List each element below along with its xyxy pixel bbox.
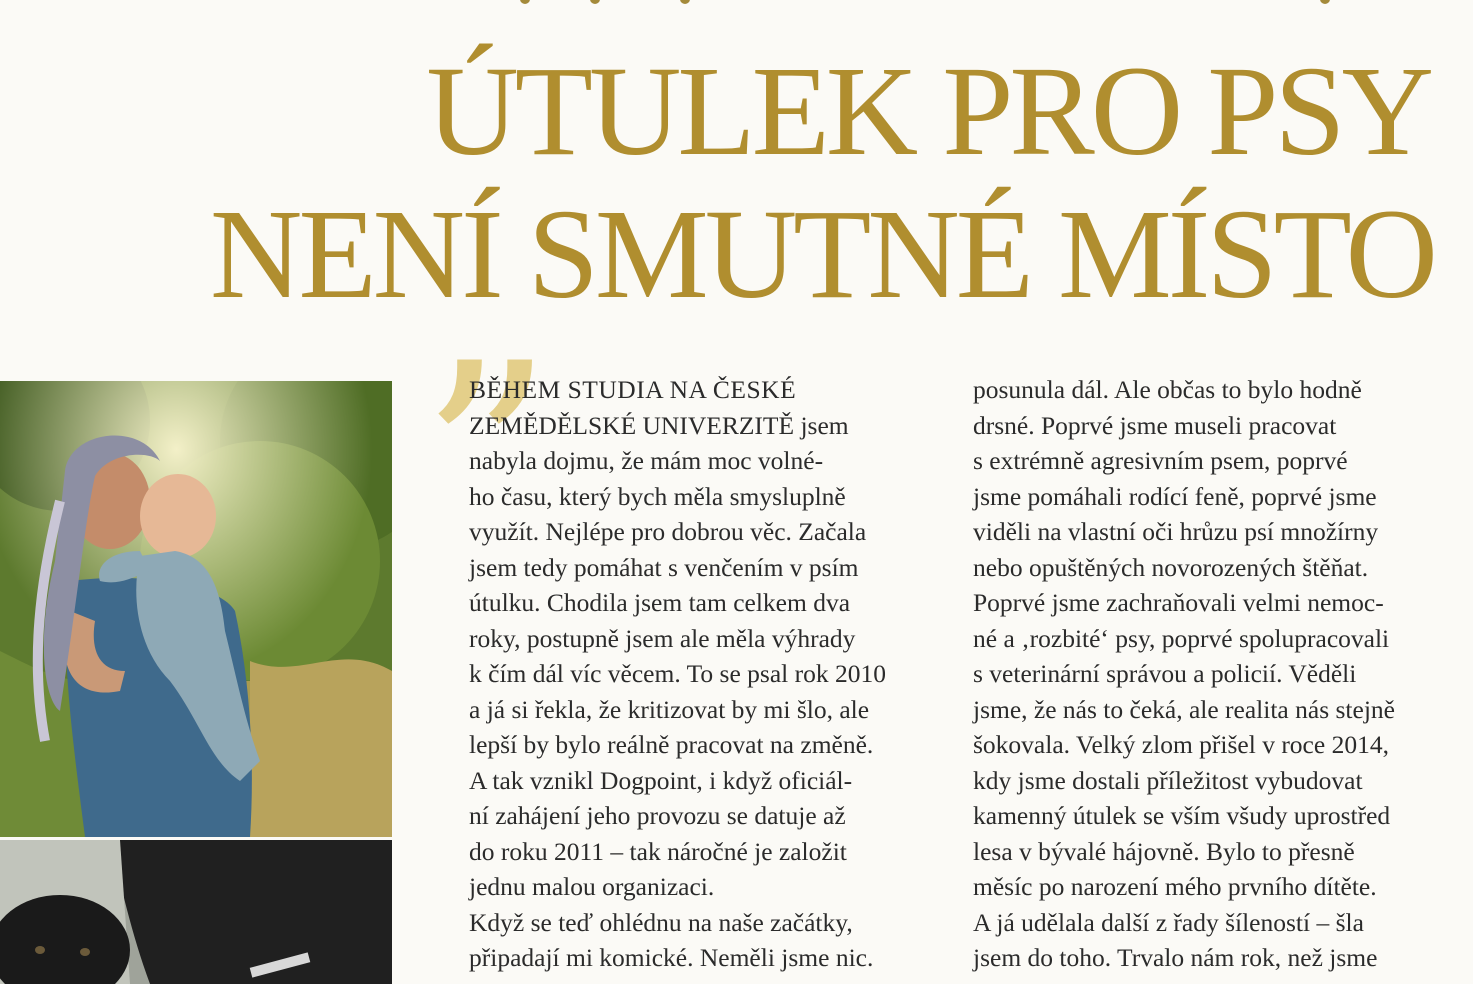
text-line: útulku. Chodila jsem tam celkem dva [469,588,851,617]
text-line: využít. Nejlépe pro dobrou věc. Začala [469,517,867,546]
text-line: jsem do toho. Trvalo nám rok, než jsme [973,943,1378,972]
text-line: A tak vznikl Dogpoint, i když oficiál- [469,765,853,795]
text-line: Když se teď ohlédnu na naše začátky, [469,907,853,937]
text-line: posunula dál. Ale občas to bylo hodně [973,375,1362,404]
text-line: jednu malou organizaci. [469,872,715,901]
photo-puppy [0,840,392,984]
text-line: ho času, který bych měla smysluplně [469,481,846,511]
text-line: Poprvé jsme zachraňovali velmi nemoc- [973,588,1384,617]
text-line: a já si řekla, že kritizovat by mi šlo, ale [469,694,870,724]
text-line: jsme pomáhali rodící feně, poprvé jsme [973,481,1377,511]
text-line: šokovala. Velký zlom přišel v roce 2014, [973,730,1389,759]
text-line: jsme, že nás to čeká, ale realita nás stejně [973,694,1395,724]
text-line: drsné. Poprvé jsme museli pracovat [973,410,1337,440]
text-line: nebo opuštěných novorozených štěňat. [973,552,1369,582]
article-column-right [973,372,1453,976]
text-line: připadají mi komické. Neměli jsme nic. [469,943,874,972]
article-headline [210,40,1460,326]
text-line: s extrémně agresivním psem, poprvé [973,446,1348,475]
text-line: lepší by bylo reálně pracovat na změně. [469,730,874,759]
text-line: jsem tedy pomáhat s venčením v psím [469,552,859,582]
text-line: s veterinární správou a policií. Věděli [973,659,1357,688]
text-line: roky, postupně jsem ale měla výhrady [469,623,856,653]
text-line: nabyla dojmu, že mám moc volné- [469,446,824,475]
text-line: BĚHEM STUDIA NA ČESKÉ [469,375,797,404]
top-edge-fragments [480,0,1380,10]
text-line: lesa v bývalé hájovně. Bylo to přesně [973,836,1355,866]
text-line: A já udělala další z řady šíleností – šla [973,907,1364,937]
text-line: do roku 2011 – tak náročné je založit [469,836,847,866]
text-line: viděli na vlastní oči hrůzu psí množírny [973,517,1379,546]
text-line: kamenný útulek se vším všudy uprostřed [973,801,1391,830]
photo-woman-with-baby [0,381,392,837]
text-line: né a ‚rozbité‘ psy, poprvé spolupracovali [973,623,1390,653]
headline-line-2: NENÍ SMUTNÉ MÍSTO [210,183,1434,325]
text-line: ZEMĚDĚLSKÉ UNIVERZITĚ jsem [469,410,849,440]
article-column-left [469,372,939,976]
quote-mark: ” [420,309,553,611]
text-line: měsíc po narození mého prvního dítěte. [973,872,1377,901]
text-line: kdy jsme dostali příležitost vybudovat [973,765,1363,795]
headline-line-1: ÚTULEK PRO PSY [426,40,1430,182]
text-line: ní zahájení jeho provozu se datuje až [469,801,846,830]
text-line: k čím dál víc věcem. To se psal rok 2010 [469,659,886,688]
